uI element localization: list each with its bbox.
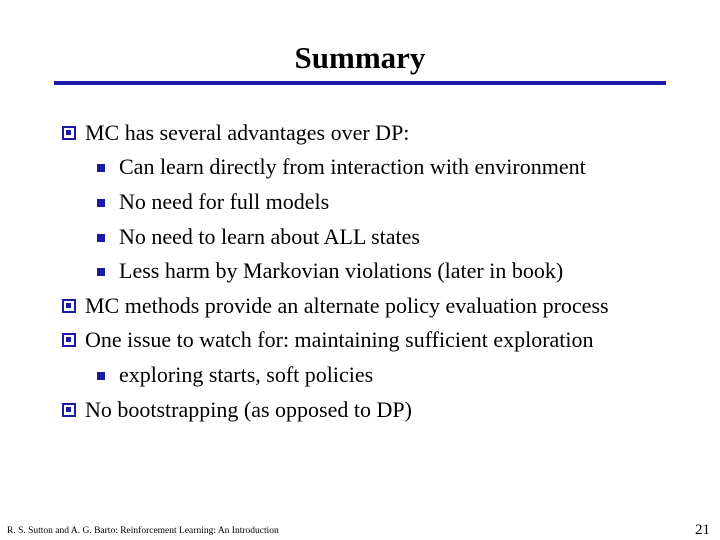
bullet-text: No bootstrapping (as opposed to DP) [85,397,412,422]
bullet-item [62,326,594,354]
sub-bullet-item [97,188,329,216]
bullet-text: Can learn directly from interaction with environment [119,154,586,179]
bullet-text: No need for full models [119,189,330,214]
sub-bullet-item [97,153,586,181]
hollow-square-bullet-icon [62,126,76,140]
filled-square-bullet-icon [97,164,105,172]
sub-bullet-item [97,223,420,251]
footer-citation: R. S. Sutton and A. G. Barto: Reinforcement Learning: An Introduction [7,526,279,536]
filled-square-bullet-icon [97,199,105,207]
sub-bullet-item [97,361,373,389]
filled-square-bullet-icon [97,234,105,242]
slide-title: Summary [294,40,426,75]
hollow-square-bullet-icon [62,333,76,347]
bullet-text: Less harm by Markovian violations (later in book) [119,258,564,283]
bullet-text: No need to learn about ALL states [119,224,420,249]
filled-square-bullet-icon [97,268,105,276]
bullet-item [62,119,409,147]
sub-bullet-item [97,257,563,285]
hollow-square-bullet-icon [62,403,76,417]
bullet-text: MC has several advantages over DP: [85,120,410,145]
page-number: 21 [695,522,710,538]
hollow-square-bullet-icon [62,299,76,313]
bullet-item [62,292,609,320]
filled-square-bullet-icon [97,372,105,380]
bullet-text: exploring starts, soft policies [119,362,374,387]
bullet-text: One issue to watch for: maintaining sufficient exploration [85,327,594,352]
bullet-item [62,396,412,424]
bullet-text: MC methods provide an alternate policy evaluation process [85,293,609,318]
